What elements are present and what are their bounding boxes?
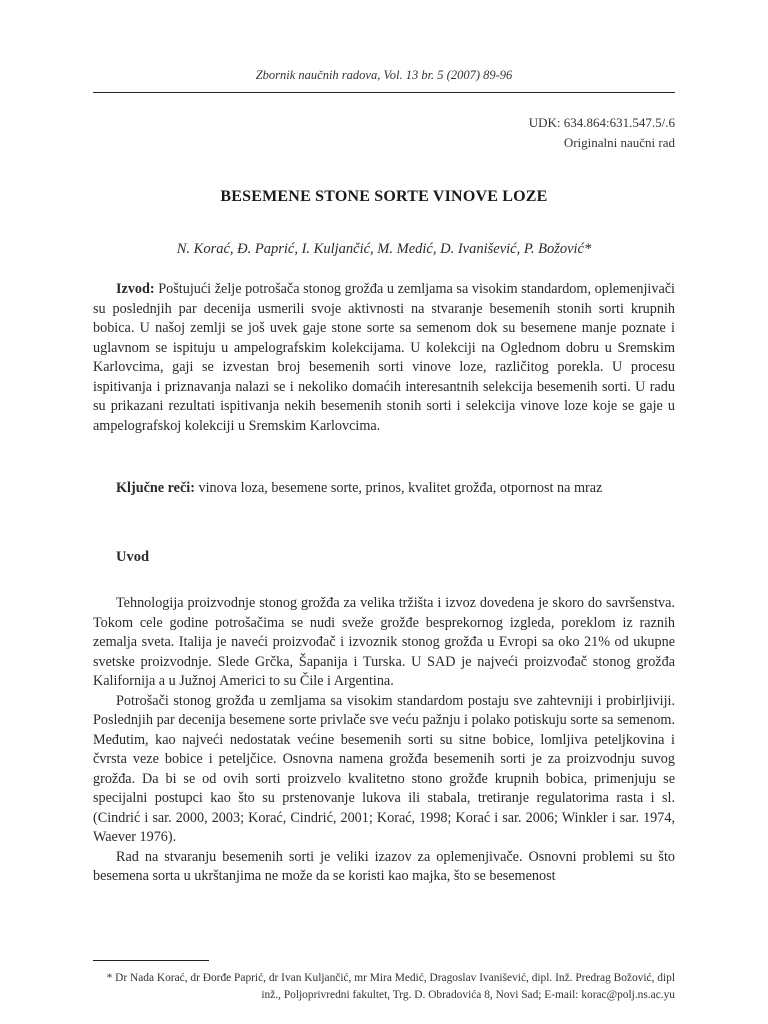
section-heading: Uvod bbox=[116, 549, 150, 565]
abstract-label: Izvod: bbox=[116, 281, 155, 297]
author-footnote: * Dr Nada Korać, dr Đorđe Paprić, dr Ivan Kuljančić, mr Mira Medić, Dragoslav Ivanišević, dipl. Inž. Predrag Božović, dipl inž., Poljoprivredni fakultet, Trg. D. Obradovića 8, Novi Sad; E-mail: korac@polj.ns.ac.yu bbox=[106, 972, 675, 1001]
section-body bbox=[93, 594, 675, 887]
keywords-label: Ključne reči: bbox=[116, 480, 195, 496]
abstract bbox=[93, 280, 675, 436]
author-list: N. Korać, Đ. Paprić, I. Kuljančić, M. Medić, D. Ivanišević, P. Božović* bbox=[176, 241, 592, 257]
udk-code: UDK: 634.864:631.547.5/.6 bbox=[528, 115, 675, 130]
journal-header: Zbornik naučnih radova, Vol. 13 br. 5 (2007) 89-96 bbox=[255, 68, 513, 82]
keywords-text: vinova loza, besemene sorte, prinos, kvalitet grožđa, otpornost na mraz bbox=[198, 480, 603, 496]
footnote-rule bbox=[93, 960, 209, 961]
paper-type: Originalni naučni rad bbox=[563, 135, 675, 150]
paper-title: BESEMENE STONE SORTE VINOVE LOZE bbox=[220, 188, 548, 205]
paper-page bbox=[93, 0, 675, 1024]
header-rule bbox=[93, 92, 675, 93]
body-paragraph: Rad na stvaranju besemenih sorti je veliki izazov za oplemenjivače. Osnovni problemi su što besemena sorta u ukrštanjima ne može da se koristi kao majka, što se besemenost bbox=[93, 848, 675, 884]
classification-block bbox=[529, 113, 675, 153]
body-paragraph: Potrošači stonog grožđa u zemljama sa visokim standardom postaju sve zahtevniji i probirljiviji. Poslednjih par decenija besemene sorte privlače sve veću pažnju i polako potiskuju sorte sa semenom. Međutim, kao najveći nedostatak većine besemenih sorti su sitne bobice, lomljiva peteljkovina i čvrsta veze bobice i peteljčice. Osnovna namena grožđa besemenih sorti je za proizvodnju suvog grožđa. Da bi se od ovih sorti proizvelo kvalitetno stono grožđe krupnih bobica, primenjuju se specijalni postupci kao što su prstenovanje lukova ili stabala, tretiranje regulatorima rasta i sl. (Cindrić i sar. 2000, 2003; Korać, Cindrić, 2001; Korać, 1998; Korać i sar. 2006; Winkler i sar. 1974, Waever 1976). bbox=[93, 692, 675, 845]
keywords bbox=[93, 479, 675, 499]
abstract-text: Poštujući želje potrošača stonog grožđa u zemljama sa visokim standardom, oplemenjivači su poslednjih par decenija usmerili svoje aktivnosti na stvaranje besemenih stonih sorti krupnih bobica. U našoj zemlji se još uvek gaje stone sorte sa semenom dok su besemene manje poznate i uglavnom se ispituju u ampelografskim kolekcijama. U kolekciji na Oglednom dobru u Sremskim Karlovcima, gaji se izvestan broj besemenih sorti vinove loze, različitog porekla. U procesu ispitivanja i priznavanja nalazi se i nekoliko domaćih interesantnih selekcija besemenih sorti. U radu su prikazani rezultati ispitivanja nekih besemenih stonih sorti i selekcija vinove loze koje se gaje u ampelografskoj kolekciji u Sremskim Karlovcima. bbox=[93, 281, 675, 434]
body-paragraph: Tehnologija proizvodnje stonog grožđa za velika tržišta i izvoz dovedena je skoro do savršenstva. Tokom cele godine potrošačima se nudi sveže grožđe besprekornog izgleda, poreklom iz raznih zemalja sveta. Italija je naveći proizvođač i izvoznik stonog grožđa u Evropi sa oko 21% od ukupne svetske proizvodnje. Slede Grčka, Šapanija i Turska. U SAD je najveći proizvođač stonog grožđa Kalifornija a u Južnoj Americi to su Čile i Argentina. bbox=[93, 595, 675, 689]
